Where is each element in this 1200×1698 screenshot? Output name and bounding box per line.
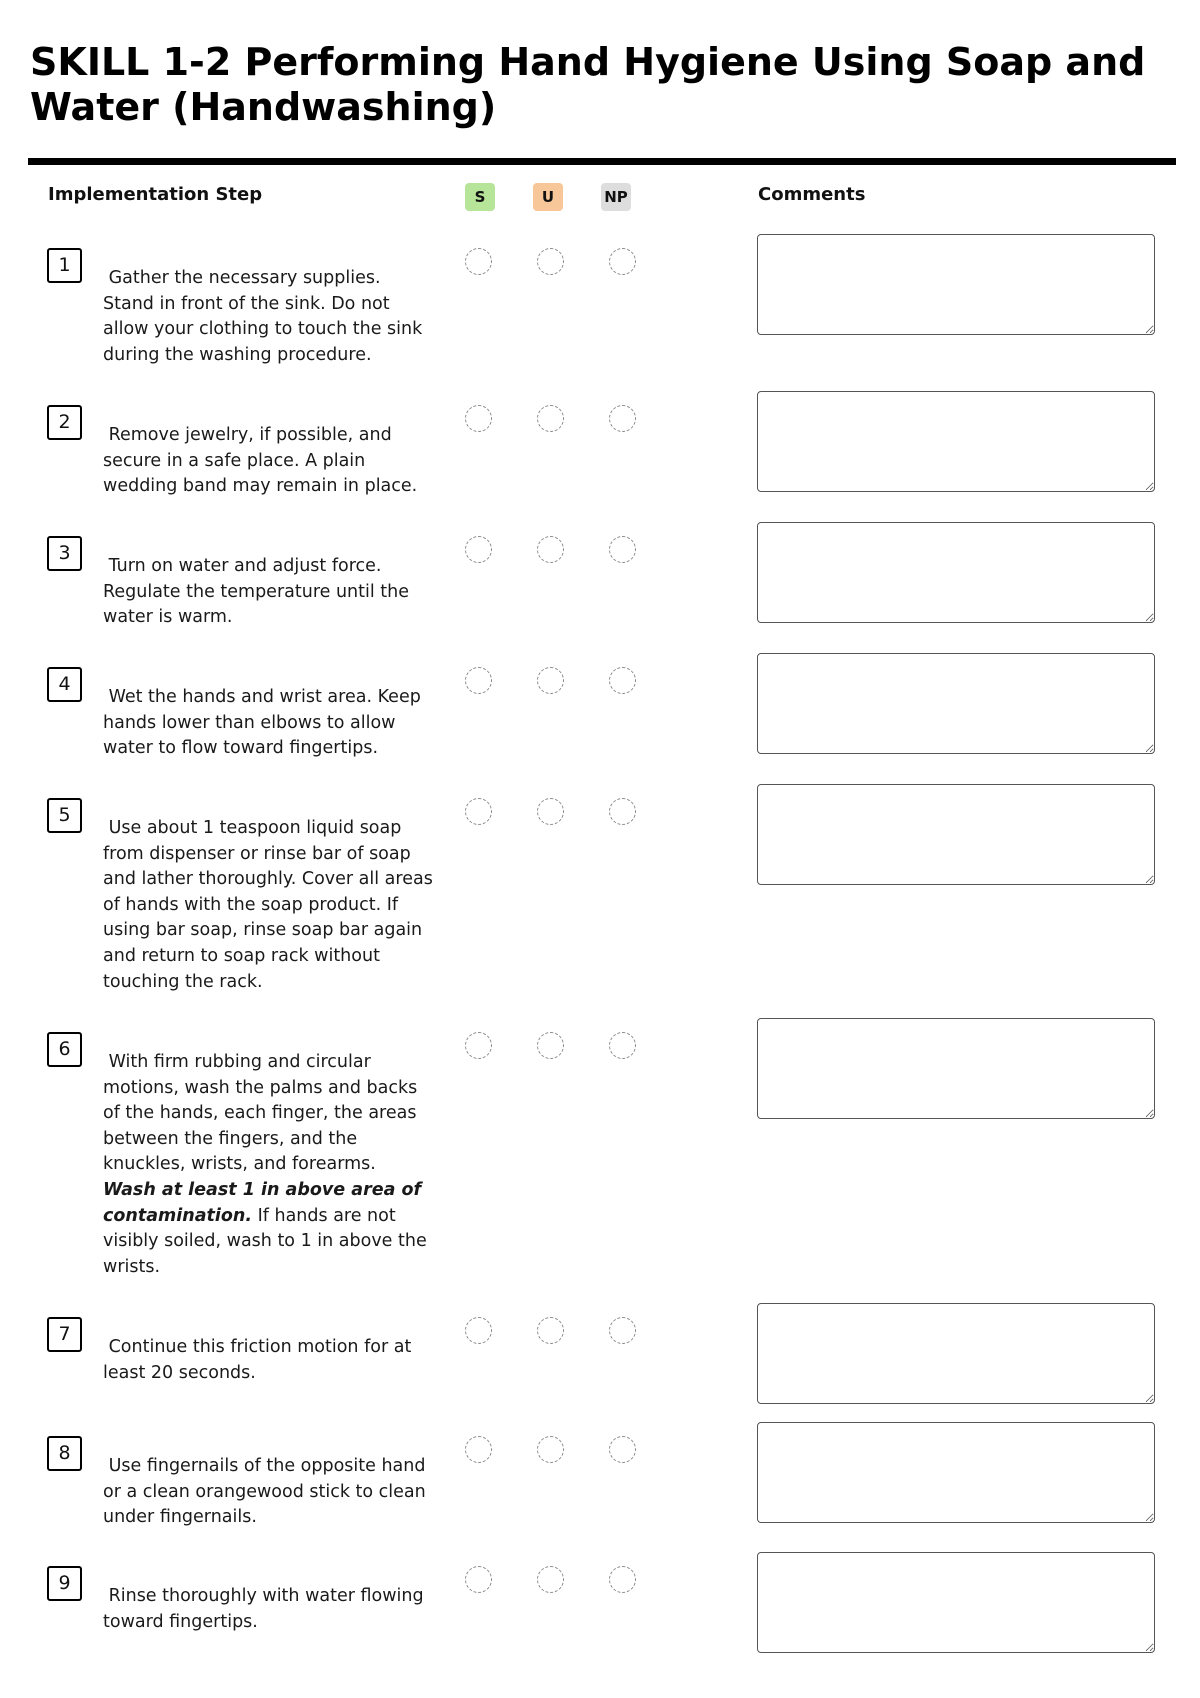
radio-not-performed[interactable]: [609, 405, 636, 432]
step-text: Gather the necessary supplies. Stand in front of the sink. Do not allow your clothing to touch the sink during the washing procedure.: [103, 268, 423, 365]
radio-satisfactory[interactable]: [465, 1032, 492, 1059]
radio-unsatisfactory[interactable]: [537, 248, 564, 275]
step-text: Rinse thoroughly with water flowing toward fingertips.: [103, 1586, 424, 1632]
radio-satisfactory[interactable]: [465, 536, 492, 563]
radio-unsatisfactory[interactable]: [537, 798, 564, 825]
radio-not-performed[interactable]: [609, 1032, 636, 1059]
step-text: Turn on water and adjust force. Regulate the temperature until the water is warm.: [103, 556, 410, 628]
step-text-emphasis: Wash at least 1 in above area of contamination.: [103, 1179, 422, 1226]
column-header-s-badge: S: [465, 183, 495, 211]
column-header-comments: Comments: [758, 184, 866, 205]
radio-unsatisfactory[interactable]: [537, 1032, 564, 1059]
comment-field[interactable]: [757, 653, 1155, 754]
comment-field[interactable]: [757, 1303, 1155, 1404]
step-number: 9: [47, 1566, 82, 1601]
radio-satisfactory[interactable]: [465, 667, 492, 694]
step-number: 3: [47, 536, 82, 571]
step-number: 5: [47, 798, 82, 833]
radio-satisfactory[interactable]: [465, 405, 492, 432]
radio-not-performed[interactable]: [609, 248, 636, 275]
radio-not-performed[interactable]: [609, 667, 636, 694]
radio-not-performed[interactable]: [609, 798, 636, 825]
radio-satisfactory[interactable]: [465, 1436, 492, 1463]
column-header-np-badge: NP: [601, 183, 631, 211]
comment-field[interactable]: [757, 234, 1155, 335]
column-header-u-badge: U: [533, 183, 563, 211]
radio-satisfactory[interactable]: [465, 248, 492, 275]
radio-unsatisfactory[interactable]: [537, 536, 564, 563]
step-text-main: With firm rubbing and circular motions, wash the palms and backs of the hands, each finger, the areas between the fingers, and the knuckles, wrists, and forearms.: [103, 1052, 418, 1175]
step-number: 7: [47, 1317, 82, 1352]
radio-unsatisfactory[interactable]: [537, 667, 564, 694]
radio-not-performed[interactable]: [609, 1566, 636, 1593]
radio-not-performed[interactable]: [609, 1436, 636, 1463]
step-number: 2: [47, 405, 82, 440]
comment-field[interactable]: [757, 1422, 1155, 1523]
comment-field[interactable]: [757, 522, 1155, 623]
radio-not-performed[interactable]: [609, 1317, 636, 1344]
step-text: Remove jewelry, if possible, and secure in a safe place. A plain wedding band may remain in place.: [103, 425, 418, 497]
radio-satisfactory[interactable]: [465, 798, 492, 825]
radio-satisfactory[interactable]: [465, 1566, 492, 1593]
radio-unsatisfactory[interactable]: [537, 405, 564, 432]
step-number: 1: [47, 248, 82, 283]
step-text: Use about 1 teaspoon liquid soap from dispenser or rinse bar of soap and lather thoroughly. Cover all areas of hands with the soap product. If using bar soap, rinse soap bar again and return to soap rack without touching the rack.: [103, 818, 433, 992]
radio-not-performed[interactable]: [609, 536, 636, 563]
step-text: Use fingernails of the opposite hand or a clean orangewood stick to clean under fingernails.: [103, 1456, 426, 1528]
title-divider: [28, 158, 1176, 165]
radio-unsatisfactory[interactable]: [537, 1566, 564, 1593]
comment-field[interactable]: [757, 1018, 1155, 1119]
step-text: [103, 1050, 433, 1280]
step-number: 4: [47, 667, 82, 702]
radio-unsatisfactory[interactable]: [537, 1436, 564, 1463]
column-header-step: Implementation Step: [48, 184, 263, 205]
comment-field[interactable]: [757, 784, 1155, 885]
page-title: SKILL 1-2 Performing Hand Hygiene Using Soap and Water (Handwashing): [30, 40, 1146, 129]
step-text-followup: If hands are not visibly soiled, wash to 1 in above the wrists.: [103, 1205, 427, 1277]
step-text: Continue this friction motion for at least 20 seconds.: [103, 1337, 412, 1383]
comment-field[interactable]: [757, 1552, 1155, 1653]
radio-unsatisfactory[interactable]: [537, 1317, 564, 1344]
step-number: 8: [47, 1436, 82, 1471]
comment-field[interactable]: [757, 391, 1155, 492]
step-text: Wet the hands and wrist area. Keep hands lower than elbows to allow water to flow toward fingertips.: [103, 687, 421, 759]
step-number: 6: [47, 1032, 82, 1067]
radio-satisfactory[interactable]: [465, 1317, 492, 1344]
